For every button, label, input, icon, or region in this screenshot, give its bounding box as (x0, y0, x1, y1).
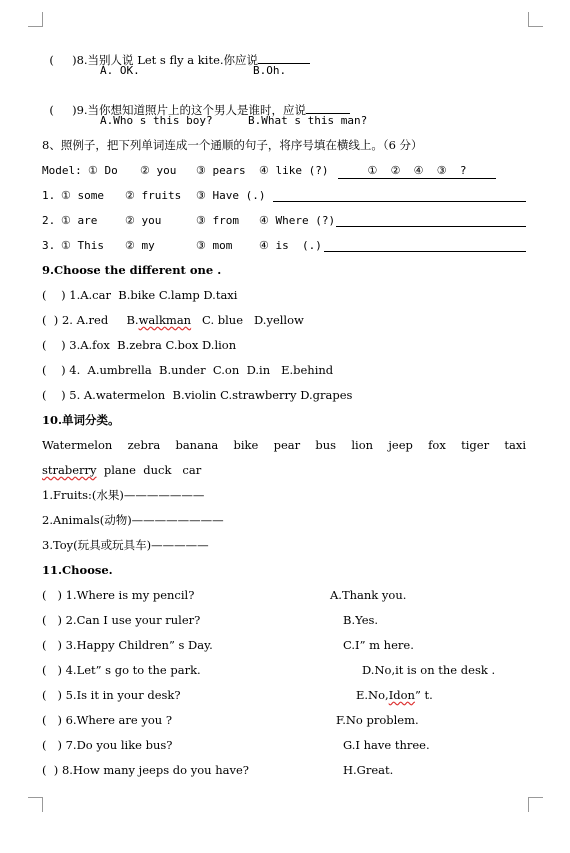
category-animals: 2.Animals(动物)———————— (42, 513, 224, 527)
match-question: ( ) 6.Where are you ? (42, 713, 173, 727)
match-question: ( ) 3.Happy Children” s Day. (42, 638, 213, 652)
model-word: ② you (140, 164, 177, 177)
model-word: ① Do (88, 164, 118, 177)
match-question: ( ) 8.How many jeeps do you have? (42, 763, 249, 777)
model-label: Model: (42, 164, 82, 177)
word-chip: ① This (61, 239, 104, 252)
word-chip: ② you (125, 214, 162, 227)
model-word: ④ like (?) (259, 164, 329, 177)
match-answer: C.I” m here. (343, 638, 414, 652)
row-number: 2. (42, 214, 56, 227)
match-answer: G.I have three. (343, 738, 430, 752)
choice-row: ( ) 1.A.car B.bike C.lamp D.taxi (42, 288, 238, 302)
word-chip: ③ mom (196, 239, 233, 252)
match-answer: F.No problem. (336, 713, 419, 727)
category-toys: 3.Toy(玩具或玩具车)————— (42, 538, 209, 552)
option-a: A. OK. (100, 64, 140, 77)
choice-row: ( ) 4. A.umbrella B.under C.on D.in E.behind (42, 363, 334, 377)
corner-mark-bottom-right (528, 797, 543, 812)
word-bank-line-2: straberry plane duck car (42, 463, 202, 477)
match-answer: A.Thank you. (330, 588, 407, 602)
match-answer: H.Great. (343, 763, 394, 777)
match-question: ( ) 5.Is it in your desk? (42, 688, 181, 702)
match-question: ( ) 2.Can I use your ruler? (42, 613, 201, 627)
option-b: B.What s this man? (248, 114, 368, 127)
answer-line[interactable] (324, 251, 526, 252)
word-chip: ② my (125, 239, 155, 252)
answer-line[interactable] (336, 226, 526, 227)
question-8-fly-kite: ( )8.当别人说 Let s fly a kite.你应说 (42, 38, 310, 67)
word-chip: ③ from (196, 214, 239, 227)
answer-line[interactable] (273, 201, 526, 202)
choice-row: ( ) 3.A.fox B.zebra C.box D.lion (42, 338, 237, 352)
choice-row: ( ) 2. A.red B.walkman C. blue D.yellow (42, 313, 304, 327)
option-a: A.Who s this boy? (100, 114, 213, 127)
match-answer: D.No,it is on the desk . (362, 663, 496, 677)
answer-blank[interactable] (306, 102, 350, 114)
match-answer: E.No,Idon” t. (356, 688, 433, 702)
section-9-title: 9.Choose the different one . (42, 263, 222, 277)
option-b: B.Oh. (253, 64, 287, 77)
match-question: ( ) 4.Let” s go to the park. (42, 663, 201, 677)
answer-blank[interactable] (258, 52, 310, 64)
category-fruits: 1.Fruits:(水果)——————— (42, 488, 205, 502)
corner-mark-top-right (528, 12, 543, 27)
section-10-title: 10.单词分类。 (42, 413, 120, 427)
match-question: ( ) 7.Do you like bus? (42, 738, 173, 752)
choice-row: ( ) 5. A.watermelon B.violin C.strawberry D.grapes (42, 388, 353, 402)
word-bank-line-1: Watermelon zebra banana bike pear bus lion jeep fox tiger taxi (42, 438, 526, 452)
corner-mark-top-left (28, 12, 43, 27)
row-number: 1. (42, 189, 56, 202)
word-chip: ① are (61, 214, 98, 227)
word-chip: ③ Have (.) (196, 189, 266, 202)
word-chip: ② fruits (125, 189, 182, 202)
word-chip: ① some (61, 189, 104, 202)
word-chip: ④ Where (?) (259, 214, 336, 227)
model-word: ③ pears (196, 164, 246, 177)
match-answer: B.Yes. (343, 613, 379, 627)
section-11-title: 11.Choose. (42, 563, 113, 577)
word-chip: ④ is (.) (259, 239, 322, 252)
section-8-title: 8、照例子，把下列单词连成一个通顺的句子，将序号填在横线上。（6 分） (42, 138, 423, 152)
row-number: 3. (42, 239, 56, 252)
model-answer: ① ② ④ ③ ? (338, 164, 496, 179)
match-question: ( ) 1.Where is my pencil? (42, 588, 195, 602)
question-9-photo: ( )9.当你想知道照片上的这个男人是谁时，应说 (42, 88, 350, 117)
corner-mark-bottom-left (28, 797, 43, 812)
